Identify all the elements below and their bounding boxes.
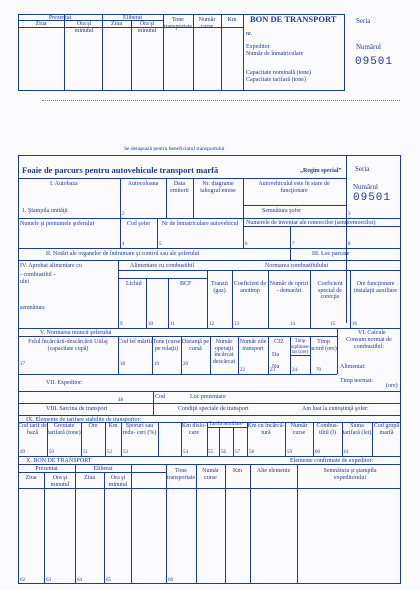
regim-special: „Regim special”	[300, 168, 342, 174]
tranzit-gaz: Tranzit (gaz)	[210, 281, 229, 294]
alte-elemente: Alte elemente	[256, 468, 291, 474]
timp-suplimentar: Timp suplimen- tar (ore)	[290, 339, 310, 355]
numar-curse-x: Număr curse	[202, 468, 219, 481]
top-ziua-1: Ziua	[35, 21, 47, 27]
main-numarul-label: Numărul	[353, 183, 378, 191]
numar-zile-transport: Număr zile transport	[239, 339, 267, 352]
field-num-59: 59	[287, 450, 292, 455]
ciz: CIZ	[274, 339, 284, 345]
field-num-48: 48	[118, 398, 123, 403]
field-num-7: 7	[292, 242, 295, 247]
timp-normat: Timp normat:	[340, 378, 373, 384]
autobaza: I. Autobaza	[50, 181, 78, 187]
top-ora-2: Ora şi minutul	[137, 21, 157, 34]
greutate-tarifara: Greutate tarifară (tone)	[47, 423, 81, 436]
ora-x-2: Ora şi minutul	[108, 475, 128, 488]
top-km: Km	[227, 17, 237, 23]
field-num-8: 8	[348, 242, 351, 247]
field-num-58: 58	[249, 450, 254, 455]
sarcina-transport: VIII. Sarcina de transport	[46, 406, 108, 412]
main-serial-number: 09501	[353, 192, 392, 204]
field-num-50: 50	[49, 450, 54, 455]
nr-inmatriculare-auto: Nr de înmatriculare autovehicul	[161, 221, 239, 227]
top-tone: Tone transportate	[163, 17, 193, 30]
tone-pe-relatii: Tone (curse pe relaţii)	[152, 339, 181, 352]
semnatura-iv: semnătura	[20, 305, 45, 311]
tear-line	[42, 100, 400, 101]
numar-opriri: Număr de opriri - demarări	[269, 281, 309, 294]
top-seria-label: Seria	[356, 17, 371, 25]
top-eliberat: Eliberat	[123, 14, 142, 21]
bon-transport-x: X. BON DE TRANSPORT	[26, 458, 92, 464]
stampila-unitatii: 1. Ştampila unităţii	[22, 208, 68, 214]
numerele-inventar: Numerele de inventar ale remorcilor (semiremorcilor)	[246, 220, 376, 226]
organe-indrumare: II. Notări ale organelor de îndrumare şi control sau ale şoferului	[46, 251, 200, 257]
timp-acord: Timp acord (ore)	[310, 339, 337, 352]
suma-tarifara: Suma tarifară (lei)	[342, 423, 372, 436]
km-incarcatura: Km cu încărcă- tură	[247, 423, 285, 436]
sporuri-reduceri: Sporuri sau redu- ceri (%)	[122, 423, 157, 436]
autocoloana: Autocoloana	[127, 181, 159, 187]
tone-transportate-x: Tone transportate	[166, 468, 196, 481]
top-expeditor: Expeditor	[246, 44, 270, 50]
field-num-57: 57	[235, 450, 240, 455]
top-numarul-label: Numărul	[356, 43, 381, 51]
top-prezentat: Prezentat	[48, 14, 72, 21]
field-num-60: 60	[315, 450, 320, 455]
top-ziua-2: Ziua	[111, 21, 122, 27]
field-num-14: 14	[290, 322, 295, 327]
km-ix: Km	[108, 423, 118, 429]
field-num-9: 9	[120, 322, 123, 327]
cod-sofer: Cod şofer	[126, 221, 151, 227]
field-num-19: 19	[154, 362, 159, 367]
top-serial-number: 09501	[355, 56, 394, 68]
top-ora-1: Ora şi minutul	[74, 21, 94, 34]
field-num-24: 24	[292, 368, 297, 373]
ore-unit: (ore)	[386, 383, 398, 389]
cod-tarif: Cod tarif de bază	[18, 423, 47, 436]
field-num-5: 5	[159, 242, 162, 247]
normarea-combustibilului: Normarea combustibilului	[265, 263, 329, 269]
field-num-4: 4	[122, 242, 125, 247]
field-num-22: 22	[240, 368, 245, 373]
field-num-64: 64	[77, 578, 82, 583]
expeditor-vii: VII. Expeditor:	[46, 380, 83, 386]
elemente-tarifare: IX. Elemente de tarifare stabilite de transportor:	[26, 417, 142, 423]
nume-sofer: Numele şi prenumele şoferului	[20, 221, 95, 227]
elemente-confirmate: Elemente confirmate de expeditor:	[290, 458, 374, 464]
field-num-2: 2	[122, 212, 125, 217]
field-num-20: 20	[183, 362, 188, 367]
ora-x-1: Ora şi minutul	[50, 475, 70, 488]
calcule: VI. Calcule	[358, 330, 386, 336]
field-num-52: 52	[107, 450, 112, 455]
loc-parcare: III. Loc parcare	[312, 251, 350, 257]
normarea-muncii: V. Normarea muncii şoferului	[40, 330, 112, 336]
top-bon-title: BON DE TRANSPORT	[250, 14, 337, 24]
field-num-51: 51	[83, 450, 88, 455]
field-num-15: 15	[330, 322, 335, 327]
eliberat-x: Eliberat	[93, 466, 113, 472]
alimentat: Alimentat:	[340, 364, 366, 370]
loc-prezentare: Loc prezentare	[190, 394, 226, 400]
ciz-da: Da	[272, 352, 279, 358]
lichid: Lichid	[126, 281, 142, 287]
coeficient-corectie: Coeficient special de corecţie	[317, 281, 343, 300]
ziua-x-2: Ziua	[84, 475, 95, 481]
top-nr-inmatriculare: Număr de înmatriculare	[246, 51, 304, 57]
field-num-6: 6	[245, 242, 248, 247]
nr-diagrame: Nr. diagrame tahograf emise	[200, 181, 236, 194]
field-num-10: 10	[148, 322, 153, 327]
semnatura-stampila: Semnătura şi ştampila expeditorului	[323, 468, 377, 481]
top-nr: nr.	[246, 31, 253, 37]
field-num-17: 17	[20, 362, 25, 367]
conditii-transport: Condiţii speciale de transport	[178, 406, 249, 412]
form-title: Foaie de parcurs pentru autovehicule transport marfă	[22, 165, 219, 175]
field-num-13: 13	[234, 322, 239, 327]
consum-normat: Consum normat de combustibil:	[346, 337, 392, 350]
detach-note: Se detaşează pentru beneficiarul transportului	[124, 146, 225, 152]
field-num-16: 16	[352, 322, 357, 327]
coeficient-anotimp: Coeficient de anotimp	[233, 281, 267, 294]
field-num-53: 53	[123, 450, 128, 455]
numar-curse-ix: Număr curse	[290, 423, 308, 436]
cod-vii: Cod	[155, 394, 166, 400]
field-num-65: 65	[106, 578, 111, 583]
km-dislocare: Km dislo- care	[181, 423, 207, 436]
top-numar-curse: Număr curse	[198, 17, 216, 30]
main-seria-label: Seria	[355, 165, 370, 173]
km-x: Km	[233, 468, 242, 474]
field-num-55: 55	[208, 450, 213, 455]
field-num-49: 49	[20, 450, 25, 455]
field-num-61: 61	[344, 450, 349, 455]
field-num-70: 70	[316, 368, 321, 373]
cod-fel-marfii: Cod fel mărfii	[118, 339, 152, 345]
field-num-66: 66	[168, 578, 173, 583]
alimentare-combustibil: Alimentare cu combustibil	[130, 263, 194, 269]
field-num-12: 12	[209, 322, 214, 327]
field-num-54: 54	[183, 450, 188, 455]
ciz-nu: Nu	[272, 364, 280, 370]
am-luat-cunostinta: Am luat la cunoştinţă şofer:	[302, 406, 369, 412]
field-num-62: 62	[20, 578, 25, 583]
data-emiterii: Data emiterii	[170, 181, 189, 194]
top-capacitate-nominala: Capacitate nominală (tone)	[246, 70, 311, 76]
tarifa-auxiliare: Tarifa auxiliare	[209, 421, 243, 427]
distanta-cursa: Distanţă pe cursă	[181, 339, 210, 352]
prezentat-x: Prezentat	[35, 466, 58, 472]
field-num-63: 63	[46, 578, 51, 583]
field-num-3: 3	[348, 212, 351, 217]
bcf: BCF	[180, 281, 192, 287]
field-num-56: 56	[221, 450, 226, 455]
top-capacitate-tarifara: Capacitate tarifară (tone)	[246, 77, 306, 83]
aprobat-alimentare: IV. Aprobat alimentare cu	[20, 263, 82, 269]
autovehicul-stare: Autovehiculul este în stare de funcţionare	[258, 181, 330, 194]
cod-grupa-marfa: Cod grupă marfă	[373, 423, 400, 436]
ore-ix: Ore	[88, 423, 98, 429]
ziua-x-1: Ziua	[25, 475, 37, 481]
numar-operatii: Număr operaţii încărcat descărcat	[212, 339, 236, 365]
ore-functionare: Ore funcţionare instalaţii auxiliare	[353, 281, 398, 294]
combustibil-l: Combus- tibil (l)	[316, 423, 339, 436]
combustibil-ulei: - combustibil - ulei	[20, 272, 56, 285]
field-num-18: 18	[120, 362, 125, 367]
field-num-11: 11	[170, 322, 175, 327]
semnatura-sofer: Semnătura şofer	[262, 208, 302, 214]
felul-incarcarii: Felul încărcării-descărcării Utilaj (capacitate cupă)	[28, 339, 108, 352]
field-num-23: 23	[270, 368, 275, 373]
